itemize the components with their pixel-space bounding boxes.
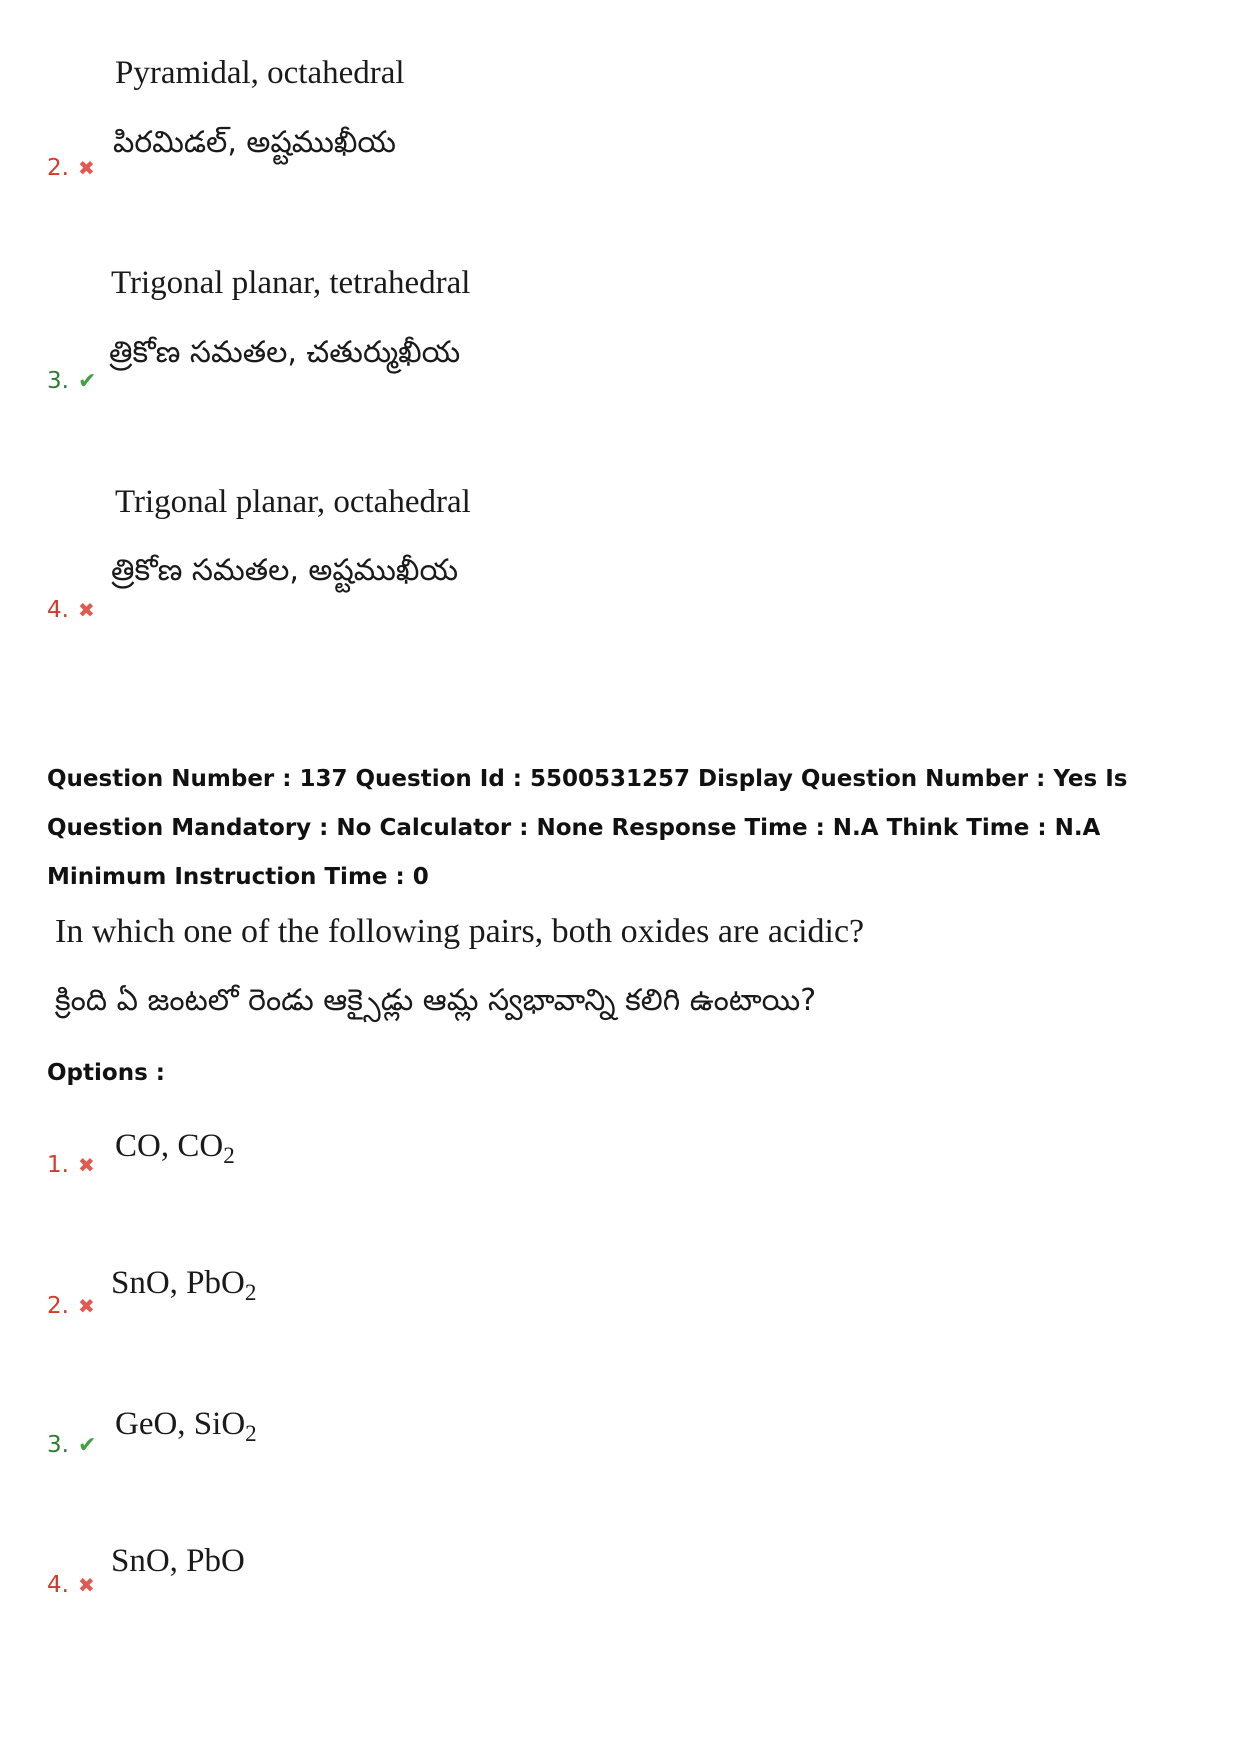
prev-option-2-number-row <box>47 155 95 181</box>
options-label: Options : <box>47 1060 165 1086</box>
option-4-number-row <box>47 1572 95 1598</box>
prev-option-3-telugu: త్రికోణ సమతల, చతుర్ముఖీయ <box>109 335 461 370</box>
option-3-number-row <box>47 1432 96 1458</box>
prev-option-4-english: Trigonal planar, octahedral <box>115 484 471 520</box>
prev-option-3-number: 3. <box>47 368 69 394</box>
cross-icon: ✖ <box>77 1573 95 1597</box>
question-meta: Question Number : 137 Question Id : 5500531257 Display Question Number : Yes Is Question Mandatory : No Calculator : None Response Time : N.A Think Time : N.A Minimum Instruction Time : 0 <box>47 766 1128 890</box>
option-4-number: 4. <box>47 1572 69 1598</box>
option-1-formula <box>115 1128 235 1169</box>
prev-option-4-number-row <box>47 597 95 623</box>
option-2-number: 2. <box>47 1293 69 1319</box>
option-2-formula-main: SnO, PbO <box>111 1265 245 1301</box>
cross-icon: ✖ <box>77 1294 95 1318</box>
option-1-number: 1. <box>47 1152 69 1178</box>
cross-icon: ✖ <box>77 1153 95 1177</box>
prev-option-2-telugu: పిరమిడల్, అష్టముఖీయ <box>113 125 397 160</box>
check-icon: ✔ <box>77 369 97 394</box>
prev-option-4-number: 4. <box>47 597 69 623</box>
option-4-formula-main: SnO, PbO <box>111 1543 245 1579</box>
prev-option-2-english: Pyramidal, octahedral <box>115 55 405 91</box>
option-1-formula-main: CO, CO <box>115 1128 224 1164</box>
prev-option-2-number: 2. <box>47 155 69 181</box>
option-3-number: 3. <box>47 1432 69 1458</box>
option-2-formula-sub: 2 <box>244 1278 257 1305</box>
prev-option-3-english: Trigonal planar, tetrahedral <box>111 265 471 301</box>
cross-icon: ✖ <box>77 598 95 622</box>
option-1-number-row <box>47 1152 95 1178</box>
prev-option-3-number-row <box>47 368 96 394</box>
option-3-formula-main: GeO, SiO <box>115 1406 246 1442</box>
cross-icon: ✖ <box>77 156 95 180</box>
option-4-formula <box>111 1543 245 1580</box>
option-1-formula-sub: 2 <box>223 1141 235 1168</box>
prev-option-4-telugu: త్రికోణ సమతల, అష్టముఖీయ <box>111 553 459 588</box>
option-2-number-row <box>47 1293 95 1319</box>
question-text-telugu: క్రింది ఏ జంటలో రెండు ఆక్సైడ్లు ఆమ్ల స్వభావాన్ని కలిగి ఉంటాయి? <box>55 983 817 1018</box>
option-2-formula <box>111 1265 256 1306</box>
check-icon: ✔ <box>77 1433 97 1458</box>
question-text-english: In which one of the following pairs, both oxides are acidic? <box>55 913 865 950</box>
option-3-formula <box>115 1406 257 1447</box>
option-3-formula-sub: 2 <box>245 1419 257 1446</box>
